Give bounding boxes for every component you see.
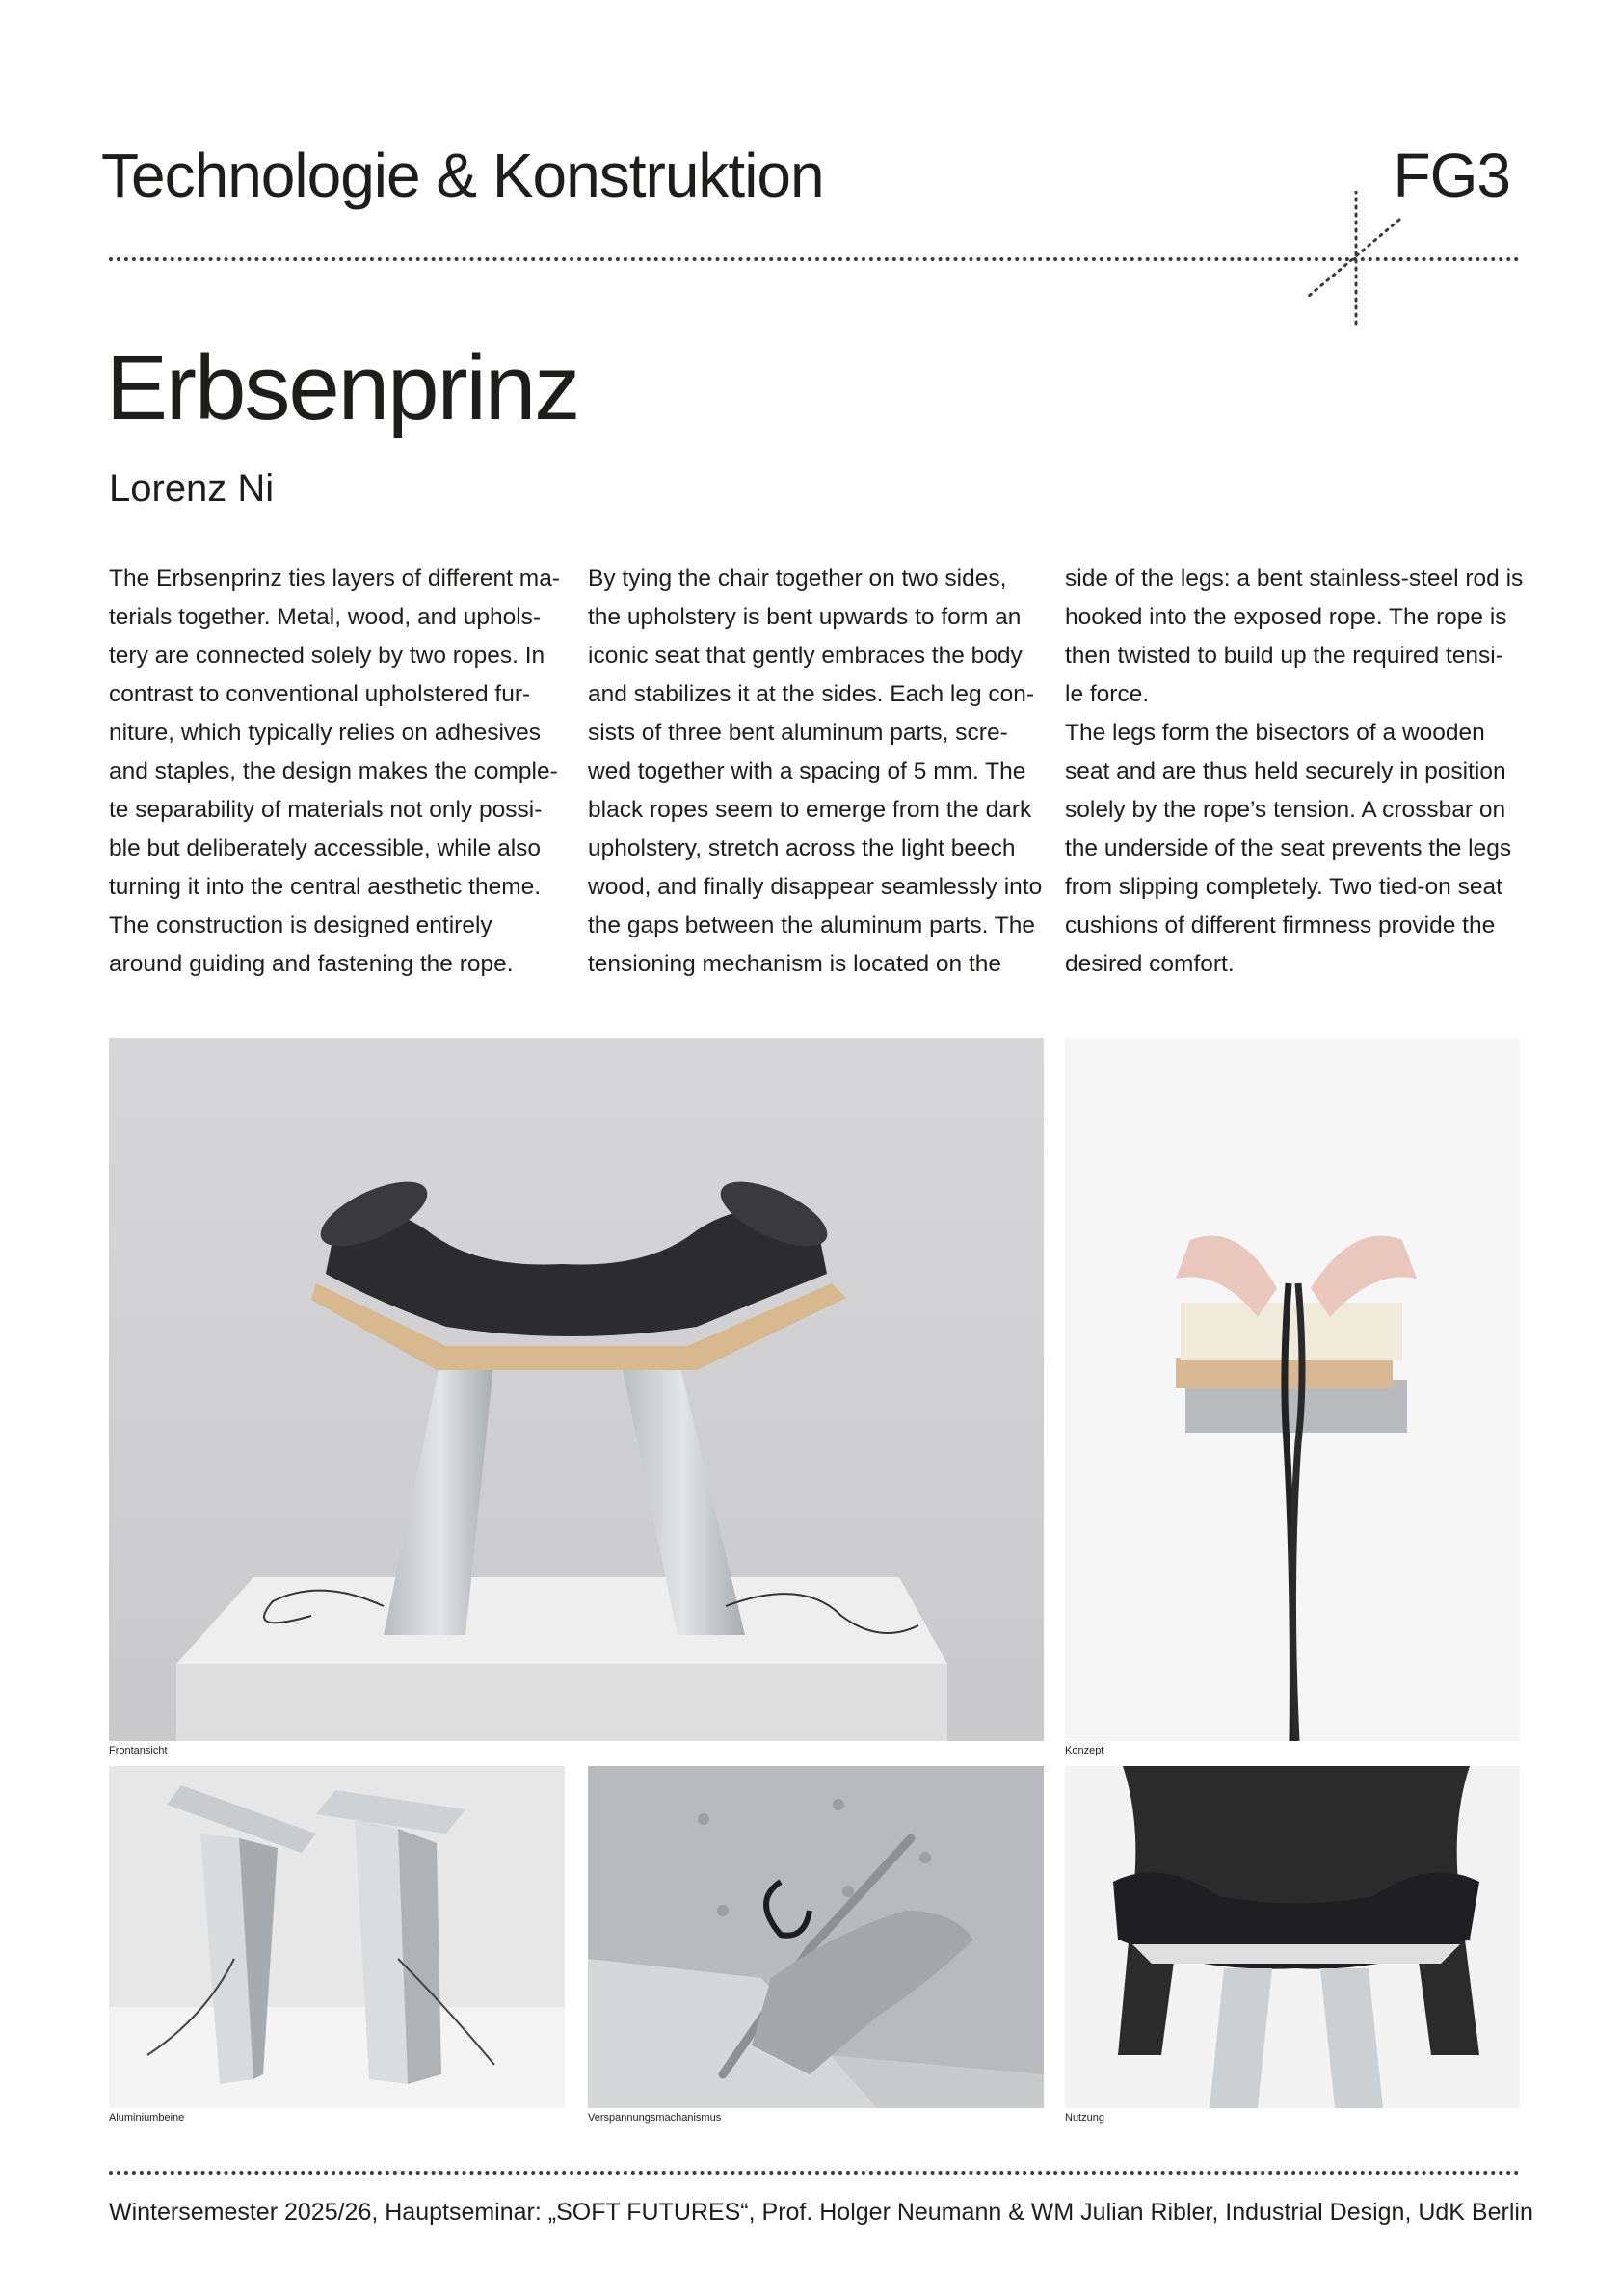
text-line: iconic seat that gently embraces the body <box>588 643 1023 669</box>
text-line: niture, which typically relies on adhesives <box>109 720 542 746</box>
footer-credits: Wintersemester 2025/26, Hauptseminar: „SOFT FUTURES“, Prof. Holger Neumann & WM Julian Ribler, Industrial Design, UdK Berlin <box>109 2199 1533 2226</box>
usage-caption: Nutzung <box>1065 2112 1104 2124</box>
dotted-star-icon <box>1303 191 1409 326</box>
text-line: The legs form the bisectors of a wooden <box>1065 720 1485 746</box>
text-line: cushions of different firmness provide the <box>1065 912 1496 938</box>
concept-caption: Konzept <box>1065 1745 1104 1756</box>
text-line: The Erbsenprinz ties layers of different ma- <box>109 566 560 592</box>
bottom-divider <box>109 2171 1520 2175</box>
tensioning-mechanism-caption: Verspannungsmachanismus <box>588 2112 722 2124</box>
text-line: terials together. Metal, wood, and uphols- <box>109 604 542 630</box>
aluminium-legs-photo <box>109 1766 565 2108</box>
text-line: then twisted to build up the required tensi- <box>1065 643 1503 669</box>
text-line: upholstery, stretch across the light beech <box>588 835 1016 861</box>
text-line: and stabilizes it at the sides. Each leg con- <box>588 681 1035 707</box>
usage-photo <box>1065 1766 1520 2108</box>
text-line: side of the legs: a bent stainless-steel rod is <box>1065 566 1524 592</box>
concept-photo <box>1065 1038 1520 1741</box>
tensioning-mechanism-photo <box>588 1766 1044 2108</box>
text-line: solely by the rope’s tension. A crossbar on <box>1065 797 1506 823</box>
text-line: ble but deliberately accessible, while also <box>109 835 542 861</box>
text-line: the upholstery is bent upwards to form an <box>588 604 1022 630</box>
text-line: the underside of the seat prevents the legs <box>1065 835 1512 861</box>
body-column-3 <box>1065 560 1523 984</box>
text-line: By tying the chair together on two sides, <box>588 566 1007 592</box>
text-line: turning it into the central aesthetic theme. <box>109 874 542 900</box>
text-line: wed together with a spacing of 5 mm. The <box>588 758 1026 784</box>
text-line: wood, and finally disappear seamlessly into <box>588 874 1043 900</box>
front-view-photo <box>109 1038 1044 1741</box>
text-line: tensioning mechanism is located on the <box>588 951 1002 977</box>
section-code: FG3 <box>1393 141 1510 210</box>
text-line: black ropes seem to emerge from the dark <box>588 797 1032 823</box>
body-column-1 <box>109 560 560 984</box>
text-line: from slipping completely. Two tied-on seat <box>1065 874 1502 900</box>
author-name: Lorenz Ni <box>109 467 275 510</box>
text-line: sists of three bent aluminum parts, scre- <box>588 720 1008 746</box>
text-line: tery are connected solely by two ropes. In <box>109 643 545 669</box>
text-line: desired comfort. <box>1065 951 1235 977</box>
text-line: hooked into the exposed rope. The rope is <box>1065 604 1507 630</box>
text-line: the gaps between the aluminum parts. The <box>588 912 1035 938</box>
text-line: and staples, the design makes the comple- <box>109 758 558 784</box>
body-column-2 <box>588 560 1042 984</box>
text-line: le force. <box>1065 681 1150 707</box>
text-line: The construction is designed entirely <box>109 912 492 938</box>
front-view-caption: Frontansicht <box>109 1745 168 1756</box>
text-line: te separability of materials not only possi- <box>109 797 543 823</box>
project-title: Erbsenprinz <box>106 336 579 439</box>
text-line: contrast to conventional upholstered fur- <box>109 681 531 707</box>
aluminium-legs-caption: Aluminiumbeine <box>109 2112 185 2124</box>
text-line: seat and are thus held securely in position <box>1065 758 1506 784</box>
text-line: around guiding and fastening the rope. <box>109 951 514 977</box>
section-title: Technologie & Konstruktion <box>101 141 824 210</box>
